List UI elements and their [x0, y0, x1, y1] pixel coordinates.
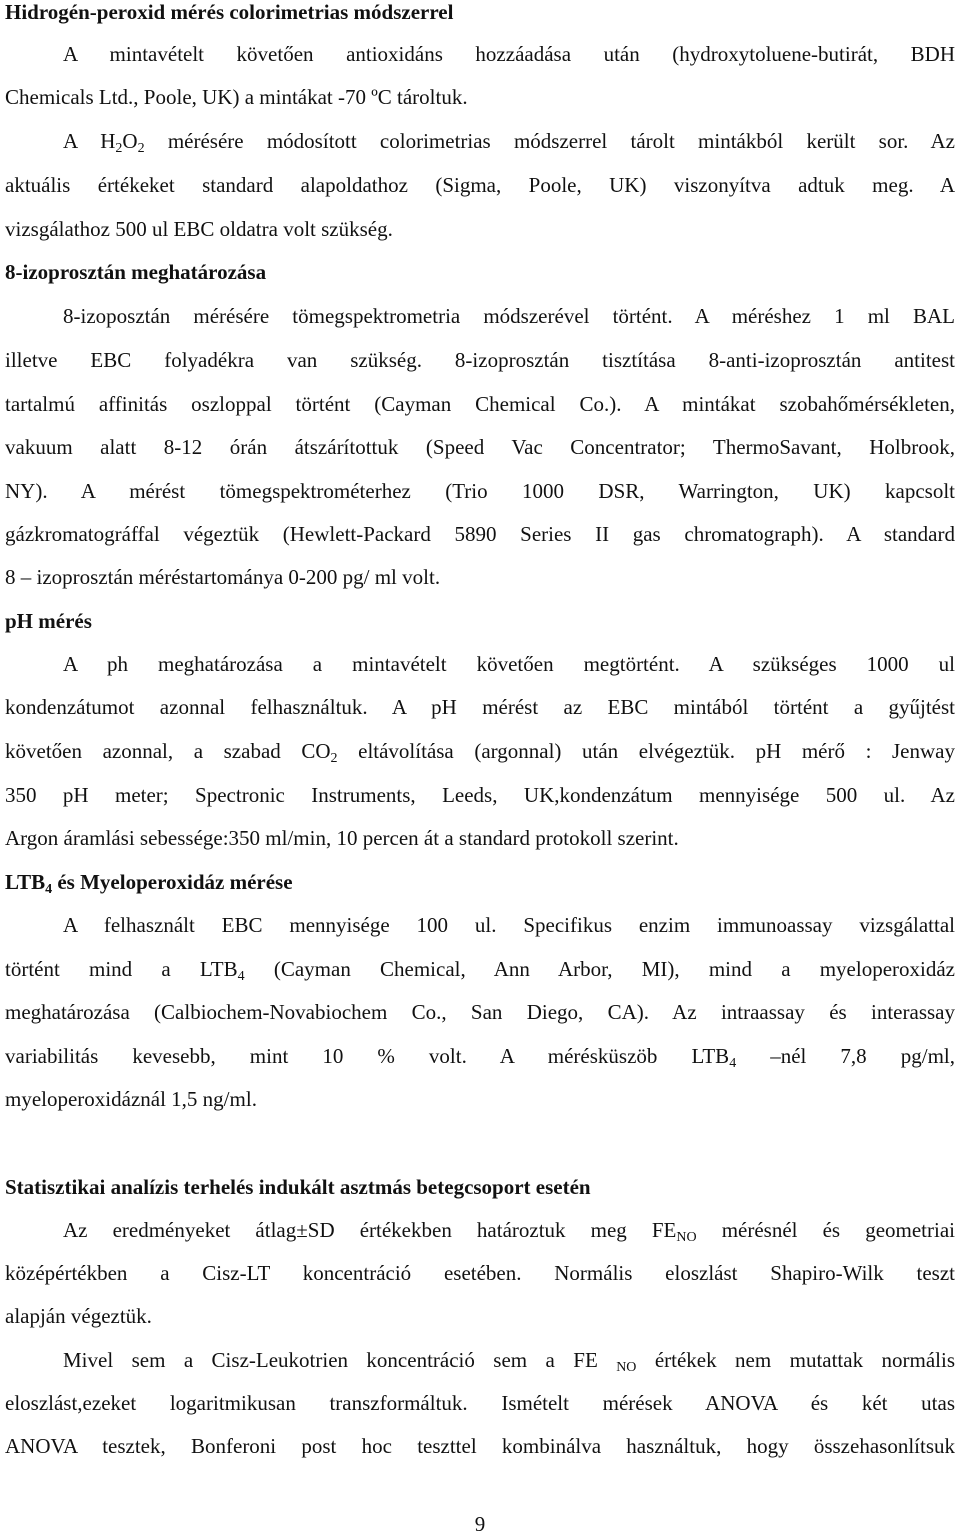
paragraph-line: 350 pH meter; Spectronic Instruments, Leeds, UK,kondenzátum mennyisége 500 ul. Az — [5, 783, 955, 807]
paragraph-line: vizsgálathoz 500 ul EBC oldatra volt szükség. — [5, 217, 393, 241]
paragraph-line: A felhasznált EBC mennyisége 100 ul. Specifikus enzim immunoassay vizsgálattal — [63, 913, 955, 937]
paragraph-line: vakuum alatt 8-12 órán átszárítottuk (Speed Vac Concentrator; ThermoSavant, Holbrook, — [5, 435, 955, 459]
paragraph-line: 8 – izoprosztán méréstartománya 0-200 pg/ ml volt. — [5, 565, 441, 589]
paragraph-line: történt mind a $LTB_4$ (Cayman Chemical, Ann Arbor, MI), mind a myeloperoxidáz — [5, 957, 955, 984]
paragraph-line: A ph meghatározása a mintavételt követően megtörtént. A szükséges 1000 ul — [63, 652, 955, 676]
section-heading-h2o2: Hidrogén-peroxid mérés colorimetrias módszerrel — [5, 0, 454, 24]
paragraph-line: meghatározása (Calbiochem-Novabiochem Co., San Diego, CA). Az intraassay és interassay — [5, 1000, 955, 1024]
paragraph-line: kondenzátumot azonnal felhasználtuk. A pH mérést az EBC mintából történt a gyűjtést — [5, 695, 955, 719]
paragraph-line: követően azonnal, a szabad $CO_2$ eltávolítása (argonnal) után elvégeztük. pH mérő : Jenway — [5, 739, 955, 766]
page-number: 9 — [474, 1512, 486, 1536]
section-heading-ph: pH mérés — [5, 609, 92, 633]
paragraph-line: Az eredményeket átlag±SD értékekben határoztuk meg $FE_{NO}$ mérésnél és geometriai — [63, 1218, 955, 1245]
paragraph-line: 8-izoposztán mérésére tömegspektrometria módszerével történt. A méréshez 1 ml BAL — [63, 304, 955, 328]
section-heading-ltb4: $LTB_4$ és Myeloperoxidáz mérése — [5, 870, 293, 897]
paragraph-line: gázkromatográffal végeztük (Hewlett-Packard 5890 Series II gas chromatograph). A standard — [5, 522, 955, 546]
paragraph-line: eloszlást,ezeket logaritmikusan transzformáltuk. Ismételt mérések ANOVA és két utas — [5, 1391, 955, 1415]
paragraph-line: NY). A mérést tömegspektrométerhez (Trio 1000 DSR, Warrington, UK) kapcsolt — [5, 479, 955, 503]
paragraph-line: variabilitás kevesebb, mint 10 % volt. A mérésküszöb $LTB_4$ –nél 7,8 pg/ml, — [5, 1044, 955, 1071]
paragraph-line: illetve EBC folyadékra van szükség. 8-izoprosztán tisztítása 8-anti-izoprosztán antitest — [5, 348, 955, 372]
paragraph-line: A $H_2O_2$ mérésére módosított colorimetrias módszerrel tárolt mintákból került sor. Az — [63, 129, 955, 156]
paragraph-line: Argon áramlási sebessége:350 ml/min, 10 percen át a standard protokoll szerint. — [5, 826, 679, 850]
paragraph-line: alapján végeztük. — [5, 1304, 152, 1328]
paragraph-line: ANOVA tesztek, Bonferoni post hoc teszttel kombinálva használtuk, hogy összehasonlítsuk — [5, 1434, 955, 1458]
section-heading-statistics: Statisztikai analízis terhelés indukált asztmás betegcsoport esetén — [5, 1175, 591, 1199]
paragraph-line: Chemicals Ltd., Poole, UK) a mintákat -70 ºC tároltuk. — [5, 85, 468, 109]
paragraph-line: myeloperoxidáznál 1,5 ng/ml. — [5, 1087, 257, 1111]
paragraph-line: tartalmú affinitás oszloppal történt (Cayman Chemical Co.). A mintákat szobahőmérsékleten, — [5, 392, 955, 416]
paragraph-line: aktuális értékeket standard alapoldathoz (Sigma, Poole, UK) viszonyítva adtuk meg. A — [5, 173, 955, 197]
paragraph-line: A mintavételt követően antioxidáns hozzáadása után (hydroxytoluene-butirát, BDH — [63, 42, 955, 66]
paragraph-line: középértékben a Cisz-LT koncentráció esetében. Normális eloszlást Shapiro-Wilk teszt — [5, 1261, 955, 1285]
paragraph-line: Mivel sem a Cisz-Leukotrien koncentráció sem a FE $_{NO}$ értékek nem mutattak normális — [63, 1348, 955, 1375]
section-heading-8-isoprostane: 8-izoprosztán meghatározása — [5, 260, 267, 284]
